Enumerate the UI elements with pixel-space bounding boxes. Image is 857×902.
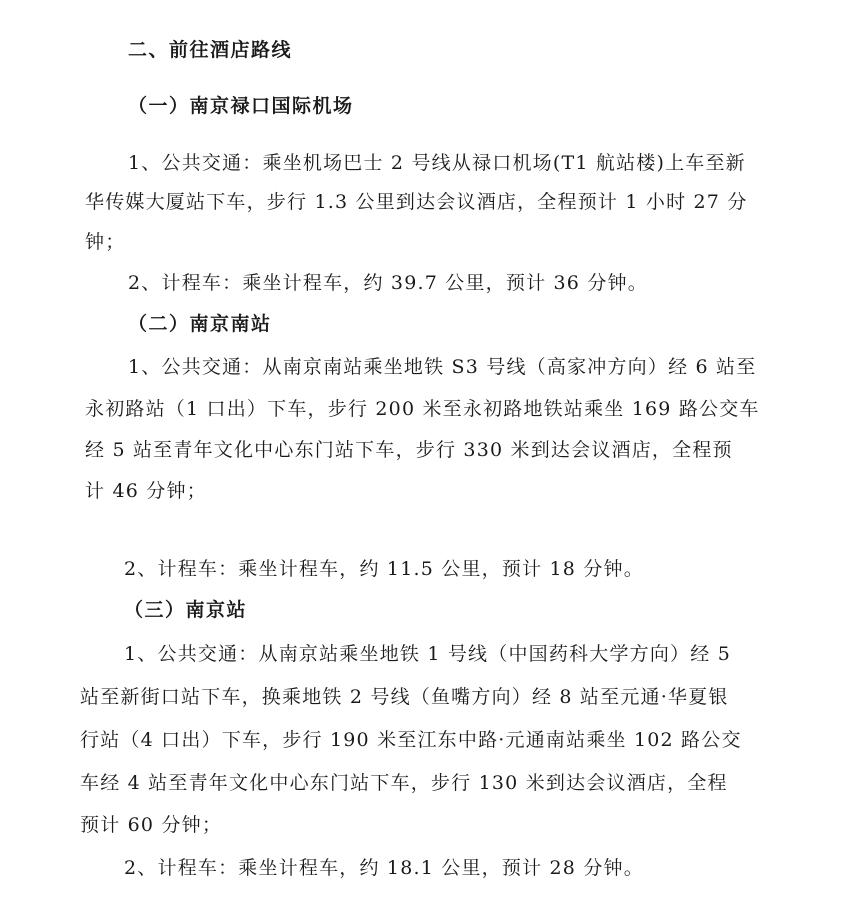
route-south-transit-line-1: 1、公共交通：从南京南站乘坐地铁 S3 号线（高家冲方向）经 6 站至 — [128, 356, 757, 378]
route-heading-south-station: （二）南京南站 — [128, 313, 272, 335]
route-heading-nanjing-station: （三）南京站 — [124, 599, 248, 621]
route-nanjing-transit-line-3: 行站（4 口出）下车，步行 190 米至江东中路·元通南站乘坐 102 路公交 — [80, 729, 742, 751]
section-title: 二、前往酒店路线 — [128, 39, 293, 61]
route-south-taxi: 2、计程车：乘坐计程车，约 11.5 公里，预计 18 分钟。 — [124, 558, 644, 580]
route-heading-airport: （一）南京禄口国际机场 — [128, 95, 354, 117]
route-south-transit-line-3: 经 5 站至青年文化中心东门站下车，步行 330 米到达会议酒店，全程预 — [85, 439, 733, 461]
route-nanjing-transit-line-2: 站至新街口站下车，换乘地铁 2 号线（鱼嘴方向）经 8 站至元通·华夏银 — [80, 686, 729, 708]
route-nanjing-taxi: 2、计程车：乘坐计程车，约 18.1 公里，预计 28 分钟。 — [124, 857, 644, 879]
route-nanjing-transit-line-4: 车经 4 站至青年文化中心东门站下车，步行 130 米到达会议酒店，全程 — [80, 772, 728, 794]
route-airport-taxi: 2、计程车：乘坐计程车，约 39.7 公里，预计 36 分钟。 — [128, 272, 648, 294]
route-airport-transit-line-2: 华传媒大厦站下车，步行 1.3 公里到达会议酒店，全程预计 1 小时 27 分 — [85, 191, 748, 213]
route-nanjing-transit-line-1: 1、公共交通：从南京站乘坐地铁 1 号线（中国药科大学方向）经 5 — [124, 643, 731, 665]
route-airport-transit-line-3: 钟； — [85, 231, 126, 253]
route-south-transit-line-2: 永初路站（1 口出）下车，步行 200 米至永初路地铁站乘坐 169 路公交车 — [85, 398, 760, 420]
route-airport-transit-line-1: 1、公共交通：乘坐机场巴士 2 号线从禄口机场(T1 航站楼)上车至新 — [128, 152, 746, 174]
route-nanjing-transit-line-5: 预计 60 分钟； — [80, 814, 223, 836]
route-south-transit-line-4: 计 46 分钟； — [85, 480, 207, 502]
